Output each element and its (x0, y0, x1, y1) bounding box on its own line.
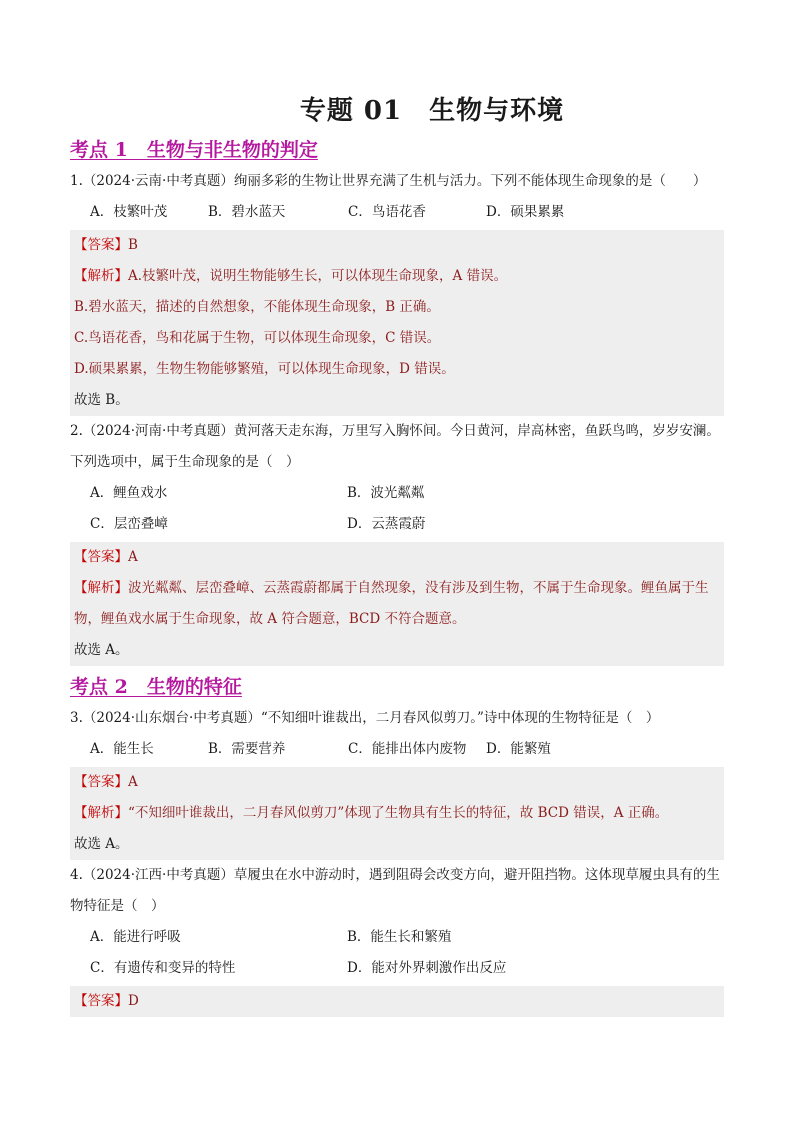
answer-value: D (128, 993, 139, 1009)
analysis-tag: 【解析】 (74, 805, 128, 821)
section-heading-2: 考点 2 生物的特征 (70, 676, 242, 698)
options-row (70, 478, 724, 509)
conclusion: 故选 A。 (74, 642, 129, 658)
answer-tag: 【答案】 (74, 993, 128, 1009)
analysis-line: B.碧水蓝天，描述的自然想象，不能体现生命现象，B 正确。 (74, 299, 440, 315)
question-1 (70, 166, 724, 416)
option-d: D．云蒸霞蔚 (347, 516, 426, 532)
options-row (70, 509, 724, 540)
answer-line (74, 542, 720, 573)
conclusion: 故选 B。 (74, 392, 129, 408)
option-c: C．能排出体内废物 (348, 741, 467, 757)
question-stem: 3.（2024·山东烟台·中考真题）“不知细叶谁裁出，二月春风似剪刀。”诗中体现的生物特征是（ ） (70, 710, 660, 726)
question-stem: 2.（2024·河南·中考真题）黄河落天走东海，万里写入胸怀间。今日黄河，岸高林密，鱼跃鸟鸣，岁岁安澜。下列选项中，属于生命现象的是（ ） (70, 423, 720, 470)
option-d: D．能繁殖 (486, 741, 551, 757)
answer-box (70, 230, 724, 416)
analysis-line (74, 573, 720, 635)
question-stem: 4.（2024·江西·中考真题）草履虫在水中游动时，遇到阻碍会改变方向，避开阻挡物。这体现草履虫具有的生物特征是（ ） (70, 867, 720, 914)
analysis-line: D.硕果累累，生物生物能够繁殖，可以体现生命现象，D 错误。 (74, 361, 455, 377)
question-4 (70, 860, 724, 1017)
option-c: C．有遗传和变异的特性 (90, 960, 236, 976)
question-3 (70, 703, 724, 860)
option-a: A．枝繁叶茂 (90, 204, 168, 220)
answer-box (70, 986, 724, 1017)
options-row (70, 922, 724, 953)
options-row (70, 734, 724, 765)
section-heading-1: 考点 1 生物与非生物的判定 (70, 139, 318, 161)
option-b: B．波光粼粼 (347, 485, 425, 501)
answer-box (70, 542, 724, 666)
analysis-text: 波光粼粼、层峦叠嶂、云蒸霞蔚都属于自然现象，没有涉及到生物，不属于生命现象。鲤鱼属于生物，鲤鱼戏水属于生命现象，故 A 符合题意，BCD 不符合题意。 (74, 580, 709, 627)
answer-line (74, 767, 720, 798)
document-title: 专题 01 生物与环境 (299, 96, 565, 126)
answer-tag: 【答案】 (74, 237, 128, 253)
answer-tag: 【答案】 (74, 549, 128, 565)
option-a: A．能生长 (90, 741, 154, 757)
option-b: B．需要营养 (208, 741, 286, 757)
analysis-text: A.枝繁叶茂，说明生物能够生长，可以体现生命现象，A 错误。 (128, 268, 508, 284)
analysis-line: C.鸟语花香，鸟和花属于生物，可以体现生命现象，C 错误。 (74, 330, 441, 346)
option-c: C．层峦叠嶂 (90, 516, 168, 532)
conclusion: 故选 A。 (74, 836, 129, 852)
option-b: B．碧水蓝天 (208, 204, 286, 220)
option-a: A．鲤鱼戏水 (90, 485, 168, 501)
options-row (70, 953, 724, 984)
analysis-line (74, 261, 720, 292)
analysis-line (74, 798, 720, 829)
analysis-text: “不知细叶谁裁出，二月春风似剪刀”体现了生物具有生长的特征，故 BCD 错误，A 正确。 (128, 805, 669, 821)
analysis-tag: 【解析】 (74, 268, 128, 284)
answer-value: A (128, 549, 138, 565)
document-page (70, 90, 724, 1017)
question-2 (70, 416, 724, 666)
answer-tag: 【答案】 (74, 774, 128, 790)
answer-value: B (128, 237, 138, 253)
question-stem: 1.（2024·云南·中考真题）绚丽多彩的生物让世界充满了生机与活力。下列不能体现生命现象的是（ ） (70, 173, 707, 189)
answer-value: A (128, 774, 138, 790)
option-b: B．能生长和繁殖 (347, 929, 452, 945)
answer-box (70, 767, 724, 860)
answer-line (74, 986, 720, 1017)
options-row (70, 197, 724, 228)
option-a: A．能进行呼吸 (90, 929, 181, 945)
option-c: C．鸟语花香 (348, 204, 426, 220)
option-d: D．硕果累累 (486, 204, 565, 220)
analysis-tag: 【解析】 (74, 580, 128, 596)
option-d: D．能对外界刺激作出反应 (347, 960, 507, 976)
answer-line (74, 230, 720, 261)
